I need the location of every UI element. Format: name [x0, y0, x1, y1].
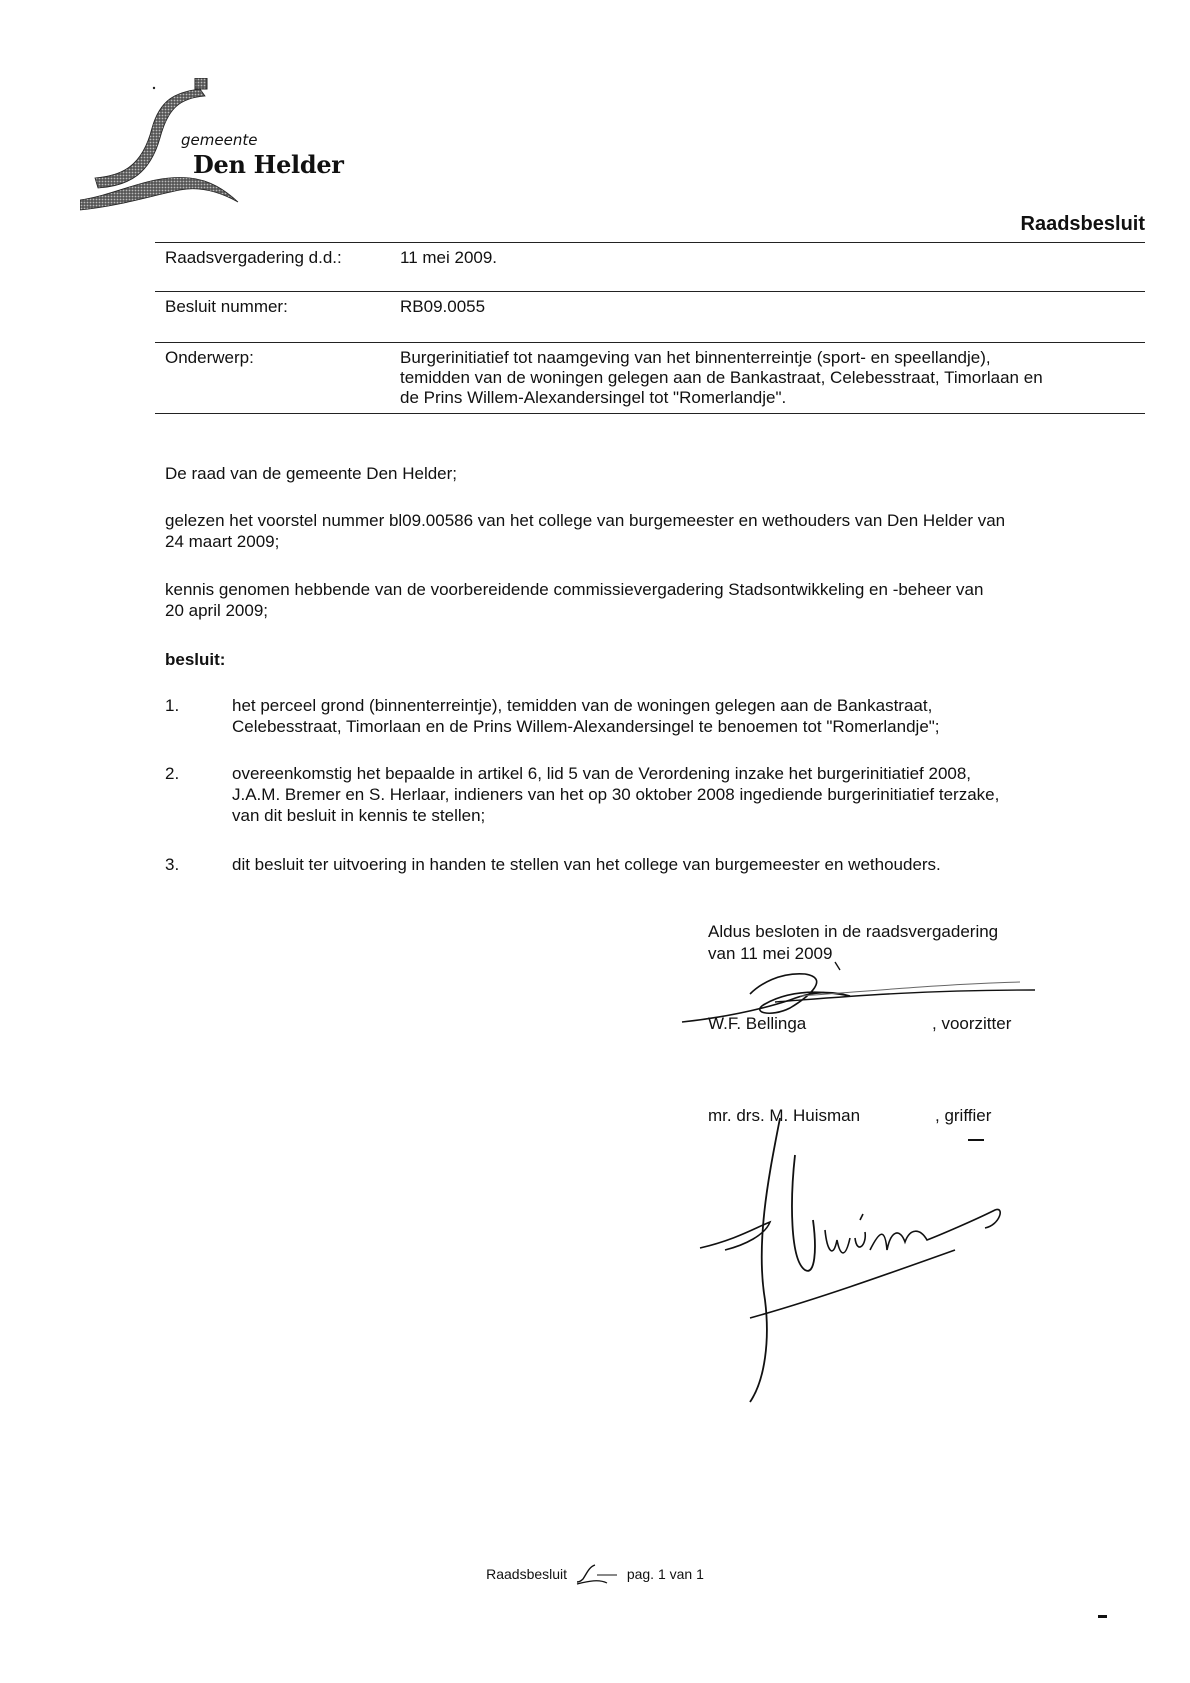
list-item-number: 1. — [165, 696, 180, 715]
besluit-heading: besluit: — [165, 650, 226, 669]
list-item-line: Celebesstraat, Timorlaan en de Prins Willem-Alexandersingel te benoemen tot "Romerlandje"; — [232, 717, 940, 736]
subject-line: de Prins Willem-Alexandersingel tot "Romerlandje". — [400, 388, 787, 407]
paragraph-line: kennis genomen hebbende van de voorbereidende commissievergadering Stadsontwikkeling en -beheer van — [165, 580, 984, 599]
list-item-line: overeenkomstig het bepaalde in artikel 6, lid 5 van de Verordening inzake het burgerinitiatief 2008, — [232, 764, 972, 783]
list-item-line: dit besluit ter uitvoering in handen te stellen van het college van burgemeester en wethouders. — [232, 855, 941, 874]
footer-page-number: pag. 1 van 1 — [626, 1566, 704, 1582]
list-item-line: het perceel grond (binnenterreintje), temidden van de woningen gelegen aan de Bankastraat, — [232, 696, 933, 715]
paragraph-line: gelezen het voorstel nummer bl09.00586 van het college van burgemeester en wethouders van Den Helder van — [165, 511, 1006, 530]
chair-role: , voorzitter — [932, 1014, 1012, 1033]
meta-row-decision-number — [155, 292, 1145, 343]
logo-small-text: gemeente — [181, 131, 258, 149]
page-footer — [0, 1563, 1190, 1585]
meta-label: Onderwerp: — [165, 348, 254, 367]
footer-logo-icon — [575, 1563, 619, 1585]
meta-table — [155, 242, 1145, 414]
intro-paragraph: De raad van de gemeente Den Helder; — [165, 464, 458, 483]
clerk-role: , griffier — [935, 1106, 992, 1125]
closing-line: Aldus besloten in de raadsvergadering — [708, 922, 999, 941]
closing-line: van 11 mei 2009 — [708, 944, 833, 963]
logo-big-text: Den Helder — [193, 150, 344, 179]
meta-label: Besluit nummer: — [165, 297, 288, 316]
paragraph-line: 20 april 2009; — [165, 601, 269, 620]
list-item-number: 2. — [165, 764, 180, 783]
clerk-name: mr. drs. M. Huisman — [708, 1106, 861, 1125]
subject-line: Burgerinitiatief tot naamgeving van het binnenterreintje (sport- en speellandje), — [400, 348, 991, 367]
scan-speck — [1098, 1615, 1107, 1618]
list-item — [232, 763, 1130, 826]
meta-row-subject — [155, 343, 1145, 414]
closing-statement — [708, 921, 998, 965]
meta-value: 11 mei 2009. — [400, 248, 498, 267]
clerk-signature-icon — [695, 1110, 1035, 1410]
list-item-number: 3. — [165, 855, 180, 874]
meta-value-subject — [400, 348, 1145, 408]
document-type-title: Raadsbesluit — [1020, 213, 1145, 235]
paragraph-line: 24 maart 2009; — [165, 532, 280, 551]
list-item — [232, 695, 1130, 737]
gelezen-paragraph — [165, 510, 1145, 552]
footer-title: Raadsbesluit — [486, 1566, 568, 1582]
chair-name: W.F. Bellinga — [708, 1014, 807, 1033]
kennis-paragraph — [165, 579, 1145, 621]
subject-line: temidden van de woningen gelegen aan de Bankastraat, Celebesstraat, Timorlaan en — [400, 368, 1043, 387]
municipality-logo — [80, 78, 360, 230]
list-item-line: J.A.M. Bremer en S. Herlaar, indieners van het op 30 oktober 2008 ingediende burgerinitiatief terzake, — [232, 785, 1000, 804]
list-item-line: van dit besluit in kennis te stellen; — [232, 806, 486, 825]
list-item — [232, 854, 1130, 875]
meta-row-meeting-date — [155, 242, 1145, 292]
meta-label: Raadsvergadering d.d.: — [165, 248, 342, 267]
meta-value: RB09.0055 — [400, 297, 486, 316]
